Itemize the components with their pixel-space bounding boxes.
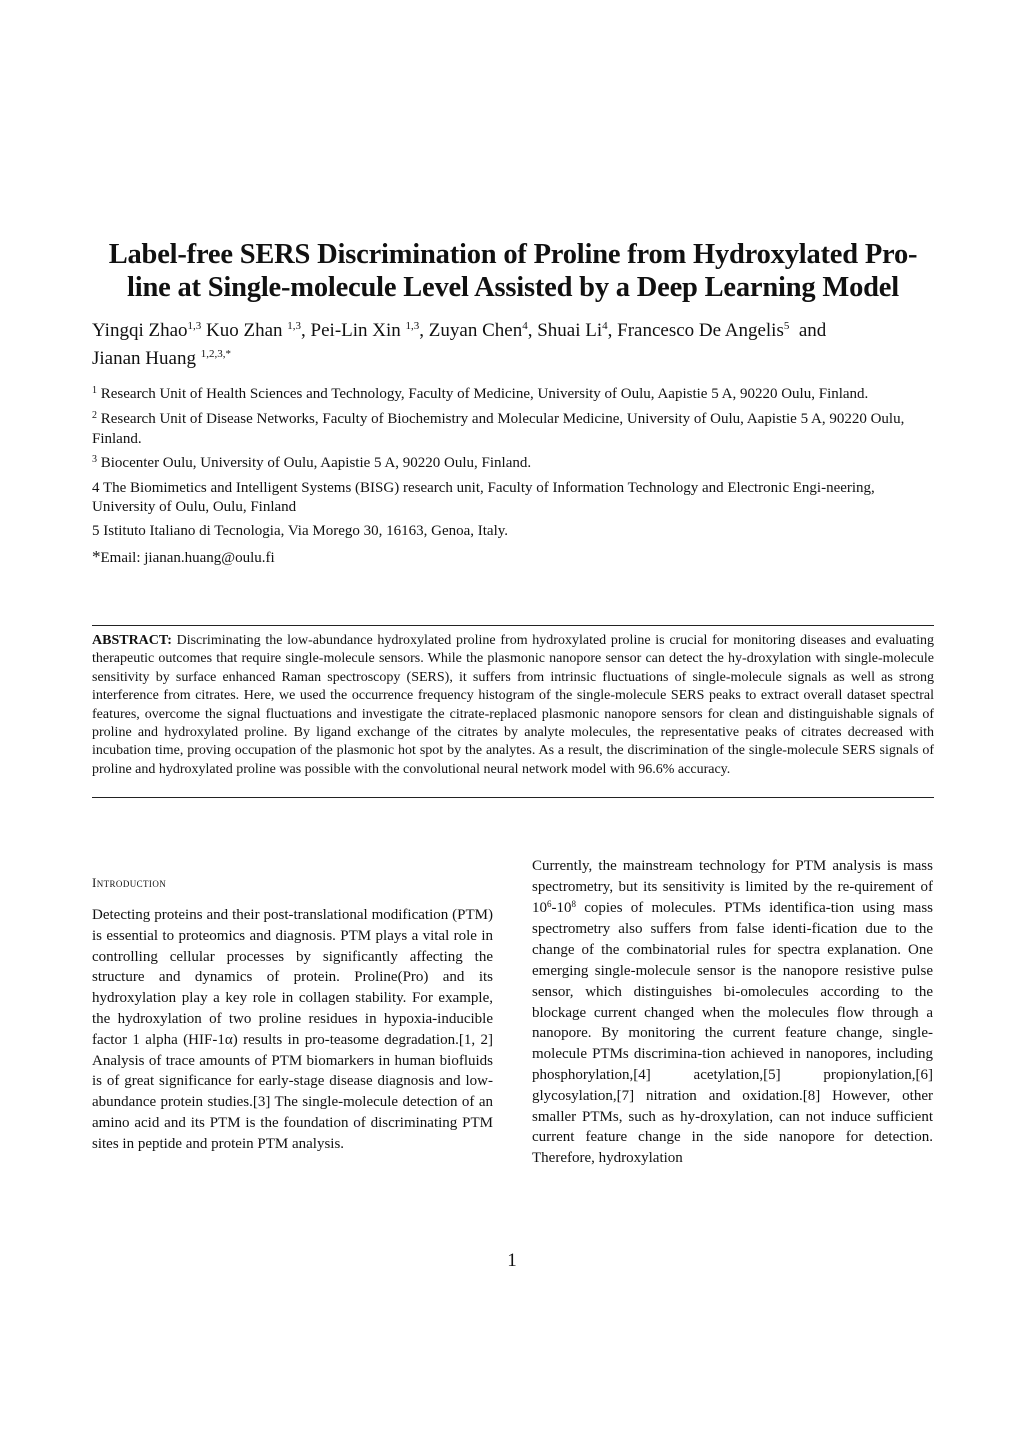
introduction-paragraph: Detecting proteins and their post-translational modification (PTM) is essential to proteomics and diagnosis. PTM plays a vital role in controlling cellular processes by significantly affecting the structure and dynamics of protein. Proline(Pro) and its hydroxylation play a key role in collagen stability. For example, the hydroxylation of two proline residues in hypoxia-inducible factor 1 alpha (HIF-1α) results in pro-teasome degradation.[1, 2] Analysis of trace amounts of PTM biomarkers in human biofluids is of great significance for early-stage disease diagnosis and low-abundance protein studies.[3] The single-molecule detection of an amino acid and its PTM is the foundation of discriminating PTM sites in peptide and protein PTM analysis. bbox=[92, 907, 493, 1152]
corresponding-email: *Email: jianan.huang@oulu.fi bbox=[92, 547, 275, 566]
section-heading-introduction: Introduction bbox=[92, 875, 167, 890]
title-line-2: line at Single-molecule Level Assisted by a Deep Learning Model bbox=[127, 272, 899, 303]
right-column-paragraph: Currently, the mainstream technology for PTM analysis is mass spectrometry, but its sensitivity is limited by the re-quirement of $10^6-10^8$ copies of molecules. PTMs identifica-tion using mass spectrometry also suffers from false identi-fication due to the change of the combinatorial rules for spectra explanation. One emerging single-molecule sensor is the nanopore resistive pulse sensor, which distinguishes bi-omolecules according to the blockage current changed when the molecules flow through a nanopore. By monitoring the current feature change, single-molecule PTMs discrimina-tion achieved in nanopores, including phosphorylation,[4] acetylation,[5] propionylation,[6] glycosylation,[7] nitration and oxidation.[8] However, other smaller PTMs, such as hy-droxylation, can not induce sufficient current feature change in the side nanopore for detection. Therefore, hydroxylation bbox=[532, 858, 933, 1167]
author: Yingqi Zhao$^{1,3}$ bbox=[92, 320, 202, 341]
affiliation-list bbox=[92, 385, 934, 583]
affiliation-1: $^1$ Research Unit of Health Sciences and Technology, Faculty of Medicine, University of Oulu, Aapistie 5 A, 90220 Oulu, Finland. bbox=[92, 385, 869, 402]
title-line-1: Label-free SERS Discrimination of Proline from Hydroxylated Pro- bbox=[108, 239, 918, 270]
page-number: 1 bbox=[507, 1250, 517, 1271]
author: Zuyan Chen$^4$ bbox=[428, 320, 528, 341]
author: Shuai Li$^4$ bbox=[537, 320, 608, 341]
author-conjunction: and bbox=[798, 320, 827, 341]
author: Jianan Huang $^{1,2,3,*}$ bbox=[92, 348, 231, 369]
author: Kuo Zhan $^{1,3}$ bbox=[206, 320, 302, 341]
author: Francesco De Angelis$^5$ bbox=[617, 320, 790, 341]
author: Pei-Lin Xin $^{1,3}$ bbox=[310, 320, 420, 341]
abstract-top-rule bbox=[92, 625, 934, 626]
abstract-text: Discriminating the low-abundance hydroxylated proline from hydroxylated proline is crucial for monitoring diseases and evaluating therapeutic outcomes that require single-molecule sensors. While the plasmonic nanopore sensor can detect the hy-droxylation with single-molecule sensitivity by surface enhanced Raman spectroscopy (SERS), it suffers from intrinsic fluctuations of single-molecule signals as well as strong interference from citrates. Here, we used the occurrence frequency histogram of the single-molecule SERS peaks to extract overall dataset spectral features, overcome the signal fluctuations and investigate the citrate-replaced plasmonic nanopore sensors for clean and distinguishable signals of proline and hydroxylated proline. By ligand exchange of the citrates by analyte molecules, the representative peaks of citrates decreased with incubation time, proving occupation of the plasmonic hot spot by the analytes. As a result, the discrimination of the single-molecule SERS signals of proline and hydroxylated proline was possible with the convolutional neural network model with 96.6% accuracy. bbox=[92, 633, 934, 777]
paper-title bbox=[92, 238, 934, 304]
author-list: Yingqi Zhao$^{1,3}$ Kuo Zhan $^{1,3}$, Pei-Lin Xin $^{1,3}$, Zuyan Chen$^4$, Shuai Li$^4$, Francesco De Angelis$^5$ and Jianan Huang $^{1,2,3,*}$ bbox=[92, 320, 827, 369]
affiliation-4: 4 The Biomimetics and Intelligent Systems (BISG) research unit, Faculty of Information Technology and Electronic Engi-neering, University of Oulu, Oulu, Finland bbox=[92, 480, 875, 515]
abstract-label: ABSTRACT: bbox=[92, 633, 172, 648]
affiliation-2: $^2$ Research Unit of Disease Networks, Faculty of Biochemistry and Molecular Medicine, University of Oulu, Aapistie 5 A, 90220 Oulu, Finland. bbox=[92, 410, 905, 447]
abstract-bottom-rule bbox=[92, 797, 934, 798]
affiliation-5: 5 Istituto Italiano di Tecnologia, Via Morego 30, 16163, Genoa, Italy. bbox=[92, 523, 509, 539]
affiliation-3: $^3$ Biocenter Oulu, University of Oulu, Aapistie 5 A, 90220 Oulu, Finland. bbox=[92, 454, 532, 471]
abstract bbox=[92, 632, 934, 779]
